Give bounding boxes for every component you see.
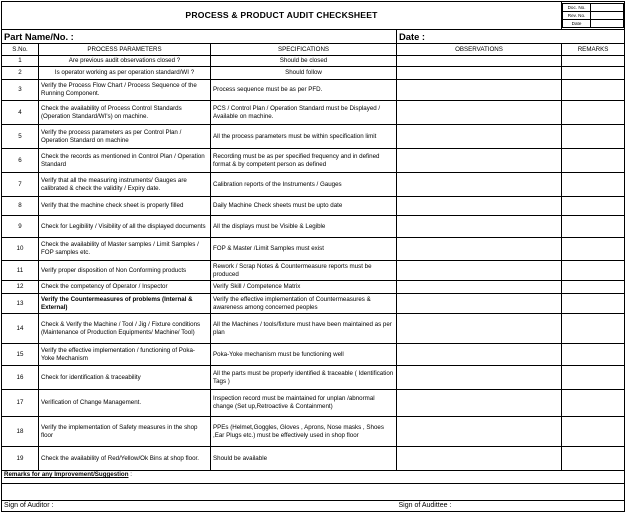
row-remarks-cell[interactable] <box>562 197 625 216</box>
row-observation-cell[interactable] <box>397 261 562 281</box>
row-observation-cell[interactable] <box>397 101 562 125</box>
table-row <box>2 80 625 101</box>
col-header-remarks: REMARKS <box>562 44 625 56</box>
row-parameter: Verify that the machine check sheet is properly filled <box>39 197 211 216</box>
row-observation-cell[interactable] <box>397 125 562 149</box>
doc-date-label: Date <box>563 20 591 28</box>
row-specification: PPEs (Helmet,Goggles, Gloves , Aprons, Nose masks , Shoes ,Ear Plugs etc.) must be effectively used in shop floor <box>211 417 397 447</box>
row-sno: 9 <box>2 216 39 238</box>
row-specification: FOP & Master /Limit Samples must exist <box>211 238 397 261</box>
table-row <box>2 149 625 173</box>
row-specification: Rework / Scrap Notes & Countermeasure reports must be produced <box>211 261 397 281</box>
row-sno: 8 <box>2 197 39 216</box>
row-observation-cell[interactable] <box>397 67 562 80</box>
row-remarks-cell[interactable] <box>562 149 625 173</box>
table-row <box>2 281 625 294</box>
table-row <box>2 294 625 314</box>
auditor-sign-field[interactable]: Sign of Auditor : <box>2 501 397 512</box>
row-specification: All the Machines / tools/fixture must have been maintained as per plan <box>211 314 397 344</box>
col-header-observations: OBSERVATIONS <box>397 44 562 56</box>
row-remarks-cell[interactable] <box>562 417 625 447</box>
row-parameter: Check the competency of Operator / Inspector <box>39 281 211 294</box>
row-specification: All the parts must be properly identified & traceable ( Identification Tags ) <box>211 366 397 390</box>
table-row <box>2 101 625 125</box>
row-remarks-cell[interactable] <box>562 173 625 197</box>
row-parameter: Check for identification & traceability <box>39 366 211 390</box>
row-parameter: Check the availability of Red/Yellow/Ok Bins at shop floor. <box>39 447 211 471</box>
table-row <box>2 366 625 390</box>
row-specification: Recording must be as per specified frequency and in defined format & by competent person as defined <box>211 149 397 173</box>
row-parameter: Verify the process parameters as per Control Plan / Operation Standard on machine <box>39 125 211 149</box>
part-name-field[interactable]: Part Name/No. : <box>2 30 397 44</box>
row-remarks-cell[interactable] <box>562 344 625 366</box>
table-row <box>2 344 625 366</box>
row-sno: 5 <box>2 125 39 149</box>
row-parameter: Are previous audit observations closed ? <box>39 56 211 67</box>
rev-no-label: Rev. No. <box>563 12 591 20</box>
row-remarks-cell[interactable] <box>562 447 625 471</box>
table-row <box>2 216 625 238</box>
row-observation-cell[interactable] <box>397 197 562 216</box>
row-specification: Process sequence must be as per PFD. <box>211 80 397 101</box>
row-specification: Calibration reports of the Instruments / Gauges <box>211 173 397 197</box>
row-sno: 7 <box>2 173 39 197</box>
remarks-label: Remarks for any Improvement/Suggestion <box>4 471 129 478</box>
row-sno: 2 <box>2 67 39 80</box>
row-remarks-cell[interactable] <box>562 366 625 390</box>
row-observation-cell[interactable] <box>397 390 562 417</box>
table-row <box>2 447 625 471</box>
col-header-specs: SPECIFICATIONS <box>211 44 397 56</box>
row-specification: Should be closed <box>211 56 397 67</box>
row-remarks-cell[interactable] <box>562 67 625 80</box>
remarks-field[interactable] <box>2 471 625 484</box>
row-sno: 12 <box>2 281 39 294</box>
table-row <box>2 125 625 149</box>
col-header-params: PROCESS PARAMETERS <box>39 44 211 56</box>
row-sno: 4 <box>2 101 39 125</box>
row-remarks-cell[interactable] <box>562 125 625 149</box>
row-remarks-cell[interactable] <box>562 294 625 314</box>
doc-date-value[interactable] <box>591 20 624 28</box>
table-row <box>2 261 625 281</box>
row-specification: Verify the effective implementation of Countermeasures & awareness among concerned peoples <box>211 294 397 314</box>
row-specification: All the process parameters must be within specification limit <box>211 125 397 149</box>
row-sno: 13 <box>2 294 39 314</box>
row-parameter: Check the records as mentioned in Control Plan / Operation Standard <box>39 149 211 173</box>
row-specification: All the displays must be Visible & Legible <box>211 216 397 238</box>
row-sno: 15 <box>2 344 39 366</box>
row-parameter: Verify proper disposition of Non Conforming products <box>39 261 211 281</box>
row-observation-cell[interactable] <box>397 344 562 366</box>
row-parameter: Check the availability of Master samples / Limit Samples / FOP samples etc. <box>39 238 211 261</box>
row-parameter: Verify that all the measuring instruments/ Gauges are calibrated & check the validity / Expiry date. <box>39 173 211 197</box>
row-specification: Poka-Yoke mechanism must be functioning well <box>211 344 397 366</box>
table-row <box>2 56 625 67</box>
row-remarks-cell[interactable] <box>562 56 625 67</box>
row-observation-cell[interactable] <box>397 80 562 101</box>
row-observation-cell[interactable] <box>397 149 562 173</box>
row-observation-cell[interactable] <box>397 216 562 238</box>
row-remarks-cell[interactable] <box>562 80 625 101</box>
audit-checksheet <box>1 1 624 516</box>
row-sno: 16 <box>2 366 39 390</box>
row-specification: Should be available <box>211 447 397 471</box>
rev-no-value[interactable] <box>591 12 624 20</box>
row-remarks-cell[interactable] <box>562 390 625 417</box>
row-remarks-cell[interactable] <box>562 281 625 294</box>
row-parameter: Verify the effective implementation / functioning of Poka-Yoke Mechanism <box>39 344 211 366</box>
row-sno: 17 <box>2 390 39 417</box>
table-row <box>2 314 625 344</box>
checksheet-table <box>1 1 625 512</box>
row-remarks-cell[interactable] <box>562 261 625 281</box>
row-observation-cell[interactable] <box>397 447 562 471</box>
row-parameter: Check the availability of Process Control Standards (Operation Standard/WI's) on machine. <box>39 101 211 125</box>
row-remarks-cell[interactable] <box>562 101 625 125</box>
row-observation-cell[interactable] <box>397 281 562 294</box>
row-remarks-cell[interactable] <box>562 238 625 261</box>
col-header-sno: S.No. <box>2 44 39 56</box>
row-specification: PCS / Control Plan / Operation Standard must be Displayed / Available on machine. <box>211 101 397 125</box>
row-sno: 19 <box>2 447 39 471</box>
table-row <box>2 238 625 261</box>
row-parameter: Check for Legibility / Visibility of all the displayed documents <box>39 216 211 238</box>
row-parameter: Verify the Process Flow Chart / Process Sequence of the Running Component. <box>39 80 211 101</box>
date-field[interactable]: Date : <box>397 30 625 44</box>
row-sno: 14 <box>2 314 39 344</box>
table-row <box>2 173 625 197</box>
row-sno: 6 <box>2 149 39 173</box>
row-observation-cell[interactable] <box>397 56 562 67</box>
table-row <box>2 390 625 417</box>
row-observation-cell[interactable] <box>397 366 562 390</box>
table-row <box>2 197 625 216</box>
table-row <box>2 67 625 80</box>
row-parameter: Check & Verify the Machine / Tool / Jig / Fixture conditions (Maintenance of Production Equipments/ Machine/ Tool) <box>39 314 211 344</box>
row-sno: 3 <box>2 80 39 101</box>
row-observation-cell[interactable] <box>397 294 562 314</box>
row-sno: 18 <box>2 417 39 447</box>
doc-no-value[interactable] <box>591 4 624 12</box>
row-observation-cell[interactable] <box>397 314 562 344</box>
row-specification: Verify Skill / Competence Matrix <box>211 281 397 294</box>
row-observation-cell[interactable] <box>397 417 562 447</box>
row-parameter: Verification of Change Management. <box>39 390 211 417</box>
auditee-sign-field[interactable]: Sign of Audittee : <box>397 501 625 512</box>
remarks-colon: : <box>128 471 132 478</box>
table-row <box>2 417 625 447</box>
row-parameter: Verify the implementation of Safety measures in the shop floor <box>39 417 211 447</box>
doc-no-label: Doc. No. <box>563 4 591 12</box>
row-sno: 10 <box>2 238 39 261</box>
remarks-writing-space[interactable] <box>2 484 625 501</box>
row-specification: Inspection record must be maintained for unplan /abnormal change (Set up,Retroactive & Containment) <box>211 390 397 417</box>
row-sno: 1 <box>2 56 39 67</box>
document-info-box <box>562 2 625 30</box>
page-title: PROCESS & PRODUCT AUDIT CHECKSHEET <box>2 2 562 30</box>
row-remarks-cell[interactable] <box>562 216 625 238</box>
row-parameter: Is operator working as per operation standard/WI ? <box>39 67 211 80</box>
row-remarks-cell[interactable] <box>562 314 625 344</box>
row-specification: Daily Machine Check sheets must be upto date <box>211 197 397 216</box>
row-specification: Should follow <box>211 67 397 80</box>
row-parameter: Verify the Countermeasures of problems (Internal & External) <box>39 294 211 314</box>
row-sno: 11 <box>2 261 39 281</box>
row-observation-cell[interactable] <box>397 238 562 261</box>
row-observation-cell[interactable] <box>397 173 562 197</box>
